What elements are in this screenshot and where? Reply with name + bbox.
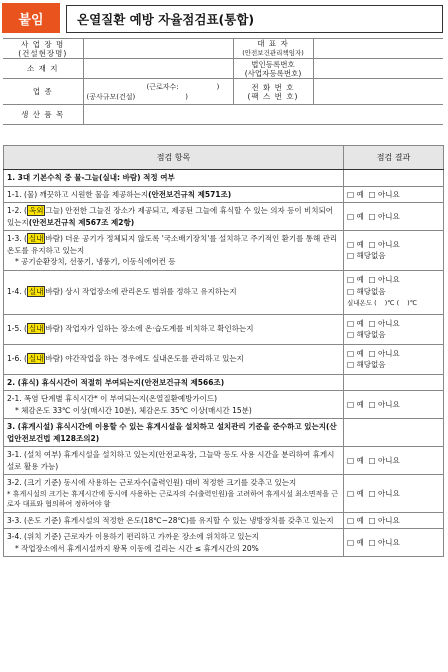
item-2-1-text: 2-1. 폭염 단계별 휴식시간* 이 부여되는지(온열질환예방가이드) * 체감온도 33℃ 이상(매시간 10분), 체감온도 35℃ 이상(매시간 15분) xyxy=(4,391,344,419)
item-3-4-result[interactable]: □ 예 □ 아니요 xyxy=(344,529,444,557)
item-1-4-row xyxy=(4,270,444,314)
item-1-4-result[interactable]: □ 예 □ 아니요 □ 해당없음 실내온도 ( )℃ ( )℃ xyxy=(344,270,444,314)
section-1-title: 1. 3대 기본수칙 중 물-그늘(실내: 바람) 적정 여부 xyxy=(4,170,344,187)
outdoor-highlight: 옥외 xyxy=(28,206,44,215)
item-1-1-row xyxy=(4,186,444,203)
indoor-highlight: 실내 xyxy=(28,354,44,364)
item-1-5-row xyxy=(4,314,444,344)
item-3-3-row xyxy=(4,512,444,529)
indoor-highlight: 실내 xyxy=(28,287,44,297)
col-item-header: 점검 항목 xyxy=(4,146,344,170)
corp-reg-label: 법인등록번호 (사업자등록번호) xyxy=(233,59,313,79)
company-info-table xyxy=(3,38,443,125)
item-1-3-text: 1-3. ( 실내 바람) 더운 공기가 정체되지 않도록 '국소배기장치'를 설치하고 주기적인 환기를 통해 관리온도를 유지하고 있는지 * 공기순환장치, 선풍기, 냉풍기, 이동식에어컨 등 xyxy=(4,231,344,271)
form-header xyxy=(2,3,444,33)
item-1-3-result[interactable]: □ 예 □ 아니요 □ 해당없음 xyxy=(344,231,444,271)
item-1-1-result[interactable]: □ 예 □ 아니요 xyxy=(344,186,444,203)
checklist-table xyxy=(3,145,444,557)
item-1-6-result[interactable]: □ 예 □ 아니요 □ 해당없음 xyxy=(344,344,444,374)
products-field[interactable] xyxy=(83,105,443,125)
item-1-6-text: 1-6. ( 실내 바람) 야간작업을 하는 경우에도 실내온도를 관리하고 있는지 xyxy=(4,344,344,374)
item-2-1-result[interactable]: □ 예 □ 아니요 xyxy=(344,391,444,419)
section-3-title: 3. (휴게시설) 휴식시간에 이용할 수 있는 휴게시설을 설치하고 설치관리 기준을 준수하고 있는지(산업안전보건법 제128조의2) xyxy=(4,419,344,447)
item-1-2-row xyxy=(4,203,444,231)
item-3-2-result[interactable]: □ 예 □ 아니요 xyxy=(344,475,444,513)
address-field[interactable] xyxy=(83,59,233,79)
section-2-row xyxy=(4,374,444,391)
address-label: 소 재 지 xyxy=(3,59,83,79)
item-1-5-result[interactable]: □ 예 □ 아니요 □ 해당없음 xyxy=(344,314,444,344)
company-name-field[interactable] xyxy=(83,39,233,59)
indoor-highlight: 실내 xyxy=(28,234,44,243)
section-3-row xyxy=(4,419,444,447)
item-1-2-text: 1-2. ( 옥외 그늘) 안전한 그늘진 장소가 제공되고, 제공된 그늘에 휴식할 수 있는 의자 등이 비치되어 있는지(안전보건규칙 제567조 제2항) xyxy=(4,203,344,231)
item-1-1-text: 1-1. (물) 깨끗하고 시원한 물을 제공하는지(안전보건규칙 제571조) xyxy=(4,186,344,203)
industry-field[interactable]: (근로자수: ) (공사규모(건설) ) xyxy=(83,79,233,105)
attachment-badge: 붙임 xyxy=(2,3,60,33)
products-label: 생 산 품 목 xyxy=(3,105,83,125)
item-3-3-result[interactable]: □ 예 □ 아니요 xyxy=(344,512,444,529)
section-1-row xyxy=(4,170,444,187)
item-1-4-text: 1-4. ( 실내 바람) 상시 작업장소에 관리온도 범위를 정하고 유지하는지 xyxy=(4,270,344,314)
item-3-4-text: 3-4. (위치 기준) 근로자가 이용하기 편리하고 가까운 장소에 위치하고 있는지 * 작업장소에서 휴게시설까지 왕복 이동에 걸리는 시간 ≤ 휴게시간의 20% xyxy=(4,529,344,557)
item-3-1-row xyxy=(4,447,444,475)
phone-field[interactable] xyxy=(313,79,443,105)
item-1-3-row xyxy=(4,231,444,271)
item-3-2-row xyxy=(4,475,444,513)
corp-reg-field[interactable] xyxy=(313,59,443,79)
item-3-1-result[interactable]: □ 예 □ 아니요 xyxy=(344,447,444,475)
item-3-2-text: 3-2. (크기 기준) 동시에 사용하는 근로자수(출력인원) 대비 적정한 크기를 갖추고 있는지 * 휴게시설의 크기는 휴게시간에 동시에 사용하는 근로자의 수(출력인원)을 고려하여 휴게시설 최소면적을 근로자 대표와 협의하여 정하여야 함 xyxy=(4,475,344,513)
col-result-header: 점검 결과 xyxy=(344,146,444,170)
form-title: 온열질환 예방 자율점검표(통합) xyxy=(66,5,443,33)
representative-field[interactable] xyxy=(313,39,443,59)
item-1-5-text: 1-5. ( 실내 바람) 작업자가 일하는 장소에 온·습도계를 비치하고 확인하는지 xyxy=(4,314,344,344)
item-1-2-result[interactable]: □ 예 □ 아니요 xyxy=(344,203,444,231)
item-3-4-row xyxy=(4,529,444,557)
item-1-6-row xyxy=(4,344,444,374)
phone-label: 전 화 번 호 (팩 스 번 호) xyxy=(233,79,313,105)
indoor-highlight: 실내 xyxy=(28,324,44,334)
representative-label: 대 표 자 (안전보건관리책임자) xyxy=(233,39,313,59)
item-3-1-text: 3-1. (설치 여부) 휴게시설을 설치하고 있는지(안전교육장, 그늘막 등도 사용 시간을 분리하여 휴게시설로 활용 가능) xyxy=(4,447,344,475)
industry-label: 업 종 xyxy=(3,79,83,105)
section-2-title: 2. (휴식) 휴식시간이 적절히 부여되는지(안전보건규칙 제566조) xyxy=(4,374,344,391)
item-3-3-text: 3-3. (온도 기준) 휴게시설의 적정한 온도(18℃~28℃)를 유지할 수 있는 냉방장치를 갖추고 있는지 xyxy=(4,512,344,529)
item-2-1-row xyxy=(4,391,444,419)
company-name-label: 사 업 장 명 (건설현장명) xyxy=(3,39,83,59)
